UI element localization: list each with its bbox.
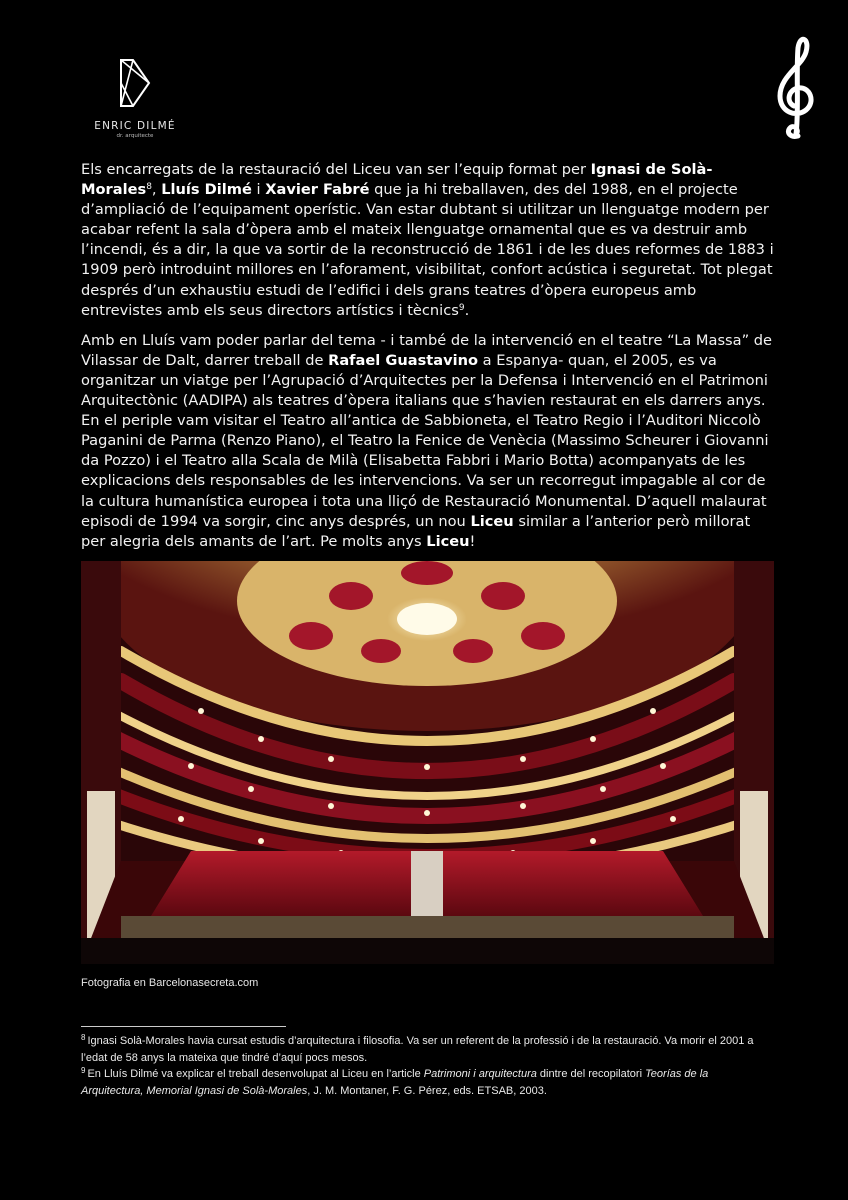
- paragraph-1-text-b: ,: [151, 181, 162, 199]
- footnotes: [81, 1033, 771, 1099]
- footnote-8-number: 8: [81, 1033, 86, 1042]
- name-ignasi-sola-morales: Ignasi de Solà-Morales: [81, 161, 713, 199]
- logo-subtitle: dr. arquitecte: [116, 133, 154, 139]
- name-xavier-fabre: Xavier Fabré: [265, 181, 370, 199]
- footnote-9: [81, 1066, 771, 1099]
- footnote-ref-8[interactable]: 8: [146, 182, 152, 193]
- footnote-9-text-a: En Lluís Dilmé va explicar el treball desenvolupat al Liceu en l’article: [87, 1068, 424, 1081]
- paragraph-1: [81, 160, 778, 321]
- footnote-ref-9[interactable]: 9: [458, 302, 465, 313]
- footnote-9-article-title: Patrimoni i arquitectura: [423, 1068, 537, 1081]
- paragraph-1-text-e: .: [464, 301, 470, 319]
- name-rafael-guastavino: Rafael Guastavino: [328, 351, 479, 369]
- footnote-8-text: Ignasi Solà-Morales havia cursat estudis d’arquitectura i filosofia. Va ser un referent de la professió i de la restauració. Va morir el 2001 a l’edat de 58 anys la mateixa que tindré d’aquí pocs mesos.: [81, 1035, 754, 1064]
- paragraph-2-text-a: Amb en Lluís vam poder parlar del tema - i també de la intervenció en el teatre “La Massa” de Vilassar de Dalt, darrer treball de: [81, 331, 773, 369]
- paragraph-2-text-b: a Espanya- quan, el 2005, es va organitzar un viatge per l’Agrupació d’Arquitectes per la Defensa i Intervenció en el Patrimoni Arquitectònic (AADIPA) als teatres d’òpera italians que s’havien restaurat en els darrers anys. En el periple vam visitar el Teatro all’antica de Sabbioneta, el Teatro Regio i l’Auditori Niccolò Paganini de Parma (Renzo Piano), el Teatro la Fenice de Venècia (Massimo Scheurer i Giovanni da Pozzo) i el Teatro alla Scala de Milà (Elisabetta Fabbri i Mario Botta) acompanyats de les explicacions dels responsables de les intervencions. Va ser un recorregut impagable al cor de la cultura humanística europea i tota una lliçó de Restauració Monumental. D’aquell malaurat episodi de 1994 va sorgir, cinc anys després, un nou: [81, 351, 769, 530]
- treble-clef-icon: [766, 32, 822, 144]
- photo-caption: Fotografia en Barcelonasecreta.com: [81, 977, 259, 989]
- body-text: [81, 160, 778, 562]
- paragraph-2: [81, 331, 778, 552]
- paragraph-1-text-d: que ja hi treballaven, des del 1988, en el projecte d’ampliació de l’equipament operístic. Van estar dubtant si utilitzar un llenguatge modern per acabar refent la sala d’òpera amb el mateix llenguatge ornamental que es va destruir amb l’incendi, és a dir, la que va sortir de la reconstrucció de 1861 i de les dues reformes de 1883 i 1909 però introduint millores en l’aforament, visibilitat, confort acústica i seguretat. Tot plegat després d’un exhaustiu estudi de l’edifici i dels grans teatres d’òpera europeus amb entrevistes amb els seus directors artístics i tècnics: [81, 181, 774, 319]
- footnote-9-text-c: , J. M. Montaner, F. G. Pérez, eds. ETSAB, 2003.: [307, 1084, 547, 1097]
- name-liceu: Liceu: [470, 512, 514, 530]
- footnote-divider: [81, 1026, 286, 1027]
- paragraph-2-text-c: similar a l’anterior però millorat per alegria dels amants de l’art. Pe molts anys: [81, 512, 751, 550]
- paragraph-2-text-d: !: [469, 532, 476, 550]
- footnote-9-number: 9: [81, 1066, 86, 1076]
- paragraph-1-text-c: i: [251, 181, 266, 199]
- logo-mark-icon: [117, 56, 153, 110]
- footnote-9-book-title: Teorías de la Arquitectura, Memorial Ignasi de Solà-Morales: [81, 1068, 709, 1097]
- liceu-auditorium-photo: [81, 561, 774, 964]
- name-lluis-dilme: Lluís Dilmé: [161, 181, 252, 199]
- name-liceu-final: Liceu: [426, 532, 470, 550]
- footnote-8: [81, 1033, 771, 1066]
- enric-dilme-logo: [94, 56, 176, 139]
- logo-name: ENRIC DILMÉ: [94, 120, 176, 132]
- paragraph-1-text-a: Els encarregats de la restauració del Liceu van ser l’equip format per: [81, 161, 591, 178]
- footnote-9-text-b: dintre del recopilatori: [536, 1068, 646, 1081]
